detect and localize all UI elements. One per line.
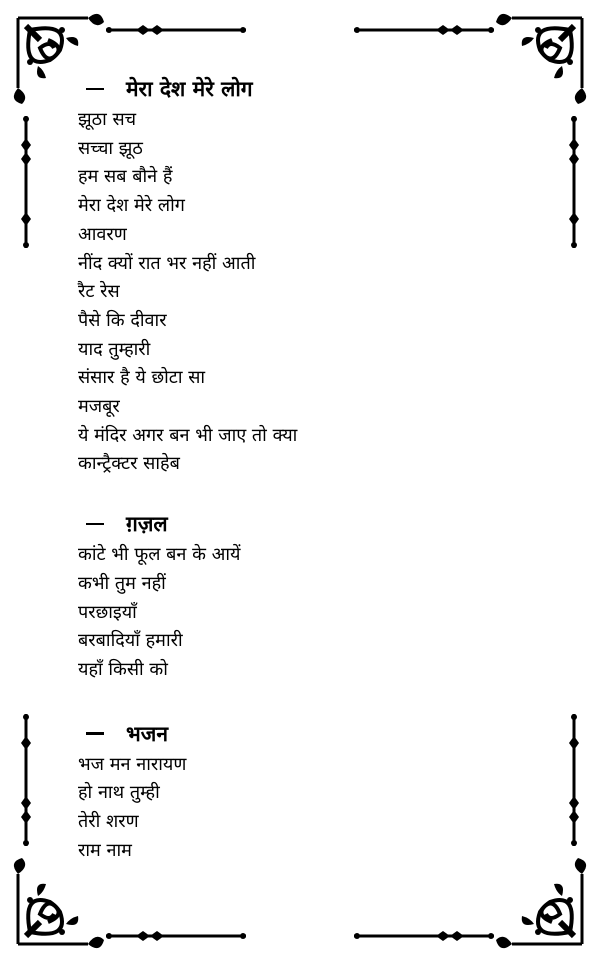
contents-list	[78, 74, 558, 865]
list-item: परछाइयाँ	[78, 601, 137, 623]
list-item: मजबूर	[78, 396, 120, 418]
list-item: नींद क्यों रात भर नहीं आती	[78, 252, 256, 274]
section-title: ग़ज़ल	[126, 512, 168, 537]
border-rule-top-left	[106, 25, 246, 35]
heading-dash	[86, 88, 104, 91]
section-mera-desh	[78, 74, 558, 479]
border-rule-bottom-right	[354, 931, 494, 941]
list-item: मेरा देश मेरे लोग	[78, 195, 185, 217]
border-rule-top-right	[354, 25, 494, 35]
list-item: कान्ट्रैक्टर साहेब	[78, 453, 180, 475]
list-item: कभी तुम नहीं	[78, 572, 166, 594]
corner-ornament-bottom-left	[14, 858, 104, 948]
border-rule-left-upper	[21, 116, 31, 248]
heading-dash	[86, 732, 104, 735]
border-rule-left-lower	[21, 714, 31, 846]
list-item: पैसे कि दीवार	[78, 309, 167, 331]
list-item: सच्चा झूठ	[78, 137, 143, 159]
list-item: हो नाथ तुम्ही	[78, 782, 160, 804]
section-heading	[86, 719, 558, 749]
list-item: रैट रेस	[78, 281, 120, 303]
section-heading	[86, 74, 558, 104]
border-rule-bottom-left	[106, 931, 246, 941]
border-rule-right-upper	[569, 116, 579, 248]
list-item: कांटे भी फूल बन के आयें	[78, 544, 241, 566]
list-item: बरबादियाँ हमारी	[78, 630, 183, 652]
list-item: झूठा सच	[78, 109, 137, 130]
list-item: ये मंदिर अगर बन भी जाए तो क्या	[78, 424, 298, 446]
list-item: संसार है ये छोटा सा	[78, 367, 206, 389]
list-item: याद तुम्हारी	[78, 338, 151, 360]
section-heading	[86, 509, 558, 539]
list-item: राम नाम	[78, 839, 132, 861]
list-item: हम सब बौने हैं	[78, 166, 173, 188]
heading-dash	[86, 523, 104, 526]
section-title: भजन	[126, 721, 168, 746]
list-item: भज मन नारायण	[78, 753, 187, 775]
section-bhajan	[78, 719, 558, 866]
corner-ornament-bottom-right	[496, 858, 586, 948]
list-item: आवरण	[78, 223, 127, 245]
list-item: तेरी शरण	[78, 811, 139, 833]
section-title: मेरा देश मेरे लोग	[126, 77, 253, 101]
border-rule-right-lower	[569, 714, 579, 846]
list-item: यहाँ किसी को	[78, 658, 168, 680]
section-ghazal	[78, 509, 558, 685]
